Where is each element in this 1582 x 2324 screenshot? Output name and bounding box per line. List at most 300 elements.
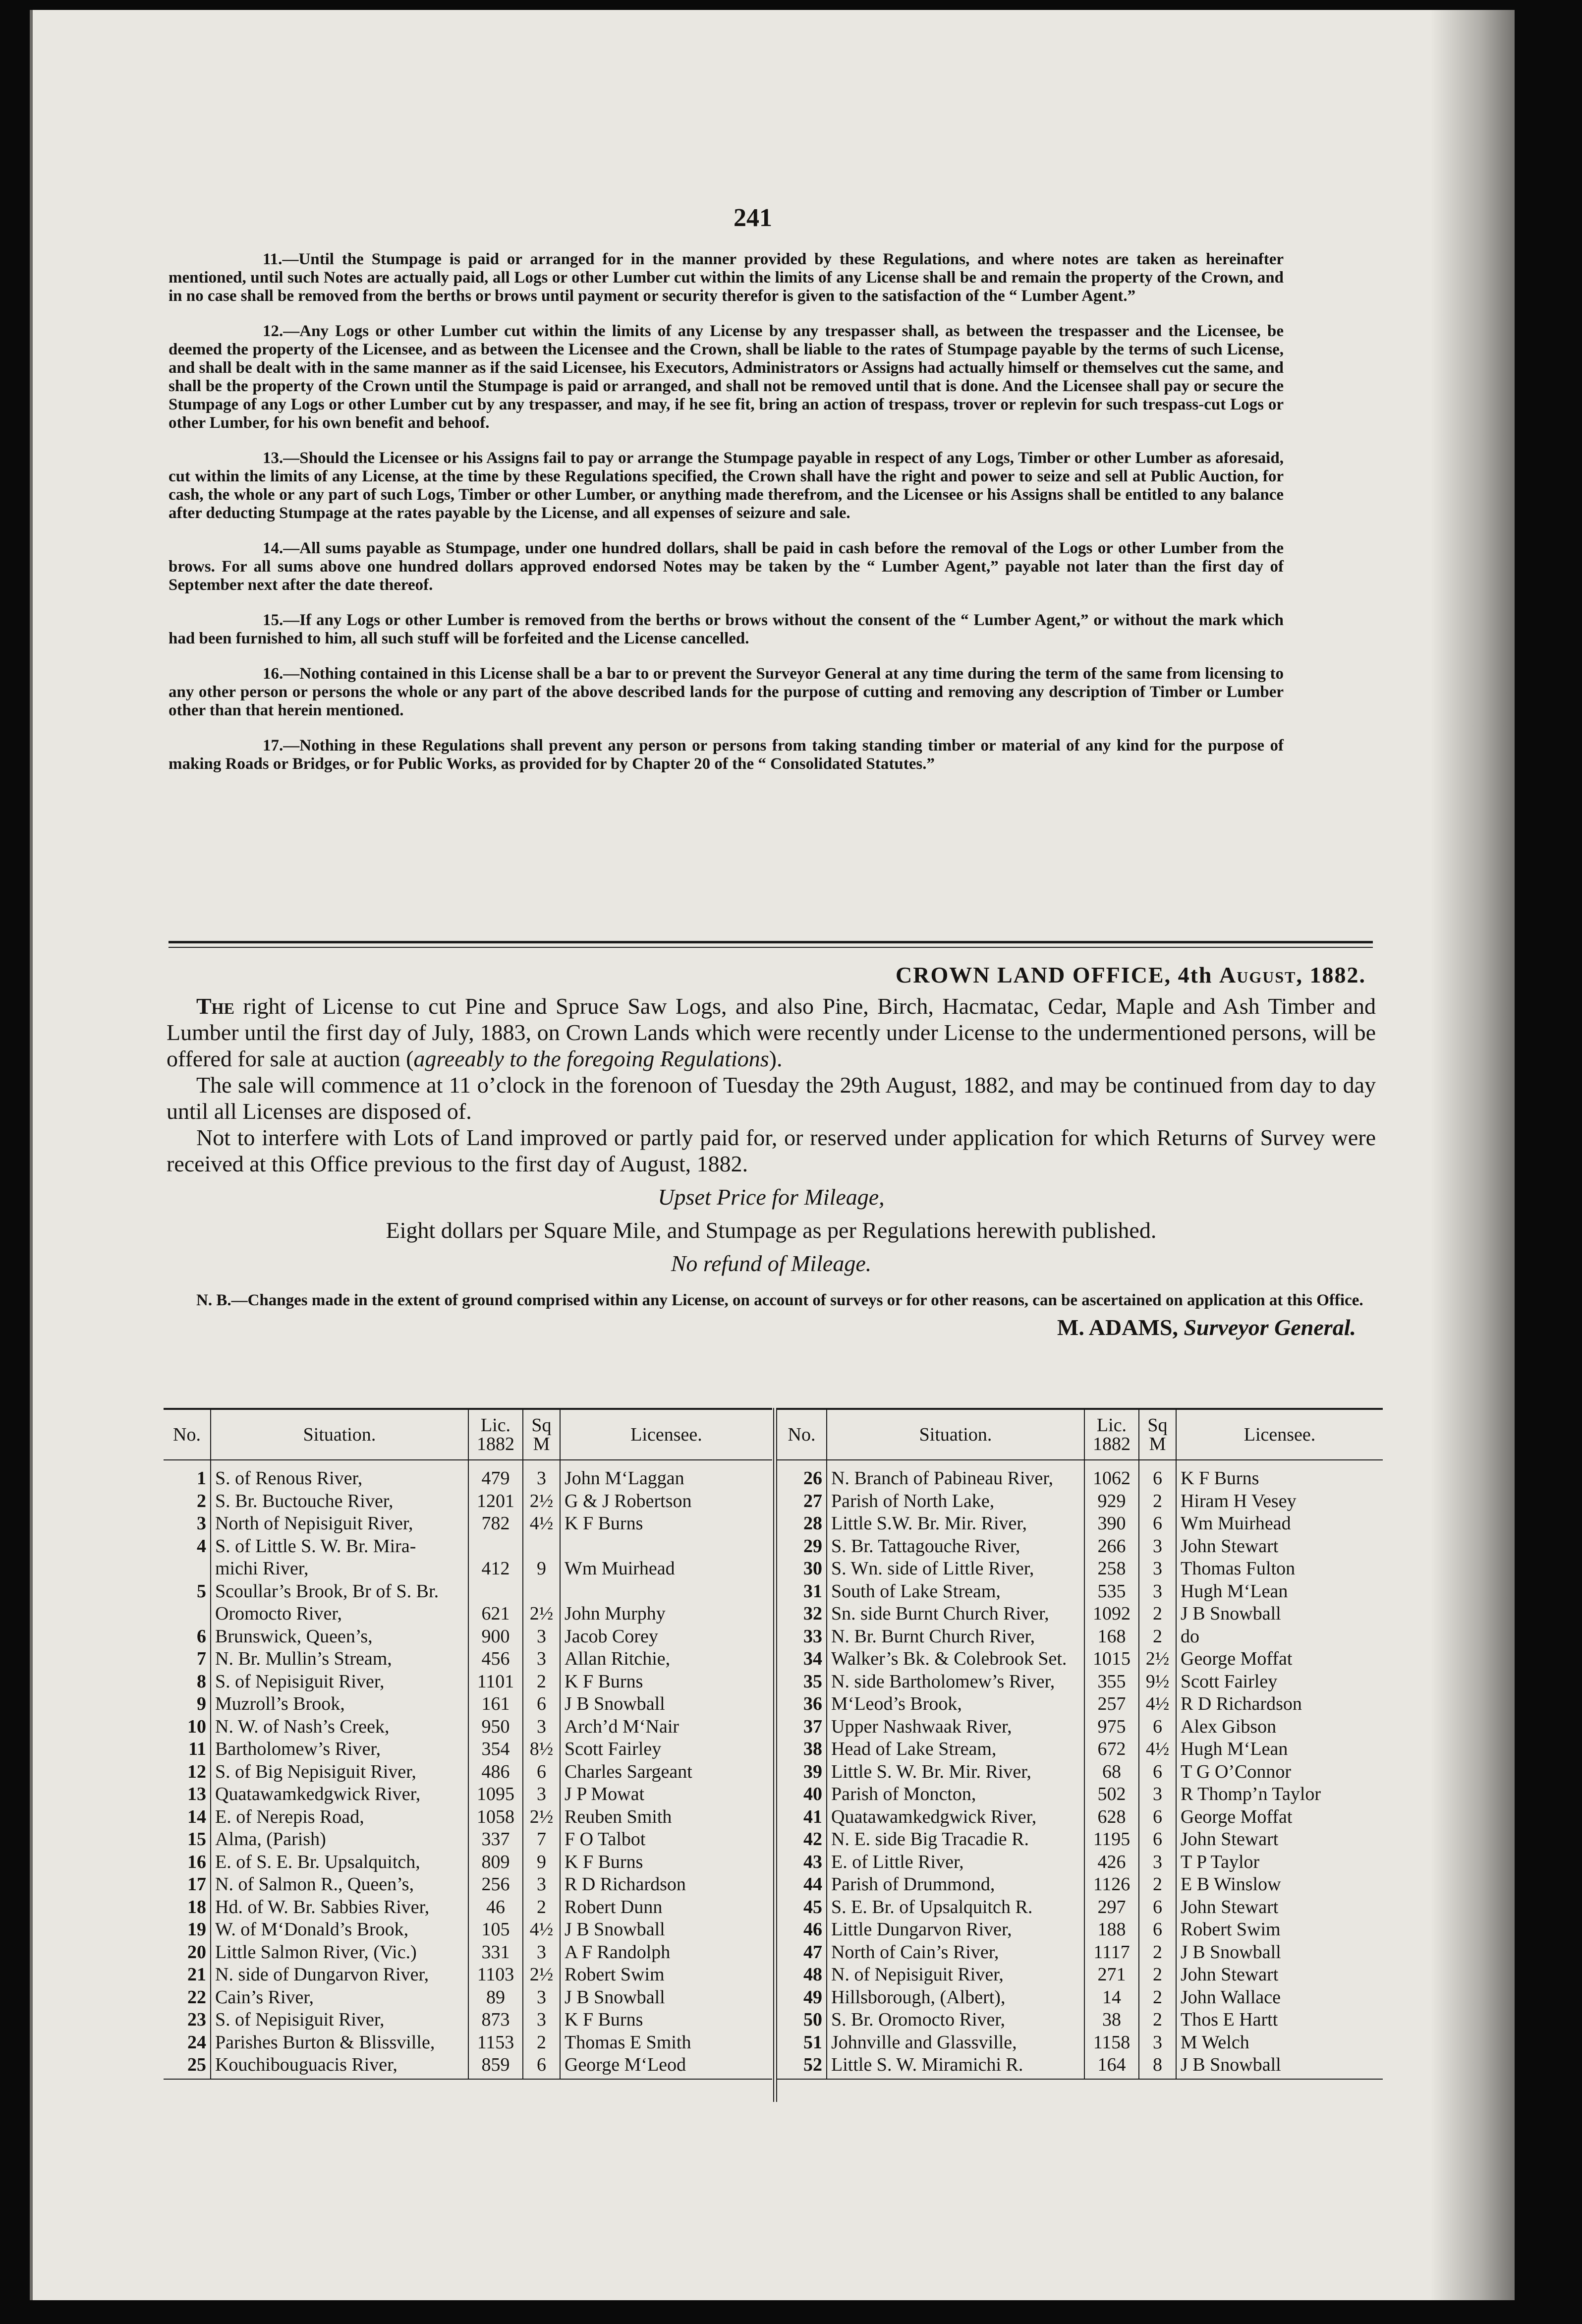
cell-sq: 3 bbox=[523, 1716, 560, 1739]
cell-no: 5 bbox=[197, 1580, 206, 1602]
cell-licensee: T G O’Connor bbox=[1176, 1761, 1383, 1784]
cell-situation: Parish of North Lake, bbox=[827, 1490, 1084, 1513]
cell-no: 49 bbox=[803, 1986, 822, 2008]
cell-sq: 3 bbox=[523, 2009, 560, 2032]
cell-licensee: Thos E Hartt bbox=[1176, 2009, 1383, 2032]
upset-price-heading: Upset Price for Mileage, bbox=[658, 1184, 885, 1210]
table-row bbox=[777, 1918, 1383, 1941]
cell-licensee: Hugh M‘Lean bbox=[1176, 1580, 1383, 1603]
cell-no: 31 bbox=[803, 1580, 822, 1602]
cell-no: 29 bbox=[803, 1535, 822, 1557]
cell-no: 23 bbox=[187, 2009, 206, 2030]
cell-lic: 337 bbox=[468, 1828, 523, 1851]
cell-sq: 2½ bbox=[523, 1806, 560, 1829]
regulation-number: 13. bbox=[263, 449, 283, 467]
cell-no: 7 bbox=[197, 1648, 206, 1669]
cell-no: 10 bbox=[187, 1716, 206, 1737]
cell-lic: 105 bbox=[468, 1918, 523, 1941]
regulation-text: Nothing contained in this License shall be a bar to or prevent the Surveyor General at any time during the term of the same from licensing to any other person or persons the whole or any part of the above described lands for the purpose of cutting and removing any description of Timber or Lumber other than that herein mentioned. bbox=[169, 665, 1284, 719]
cell-sq: 6 bbox=[523, 1693, 560, 1716]
cell-situation: Head of Lake Stream, bbox=[827, 1738, 1084, 1761]
cell-licensee: G & J Robertson bbox=[560, 1490, 772, 1513]
cell-lic: 782 bbox=[468, 1512, 523, 1535]
cell-lic: 975 bbox=[1084, 1716, 1139, 1739]
cell-no: 14 bbox=[187, 1806, 206, 1827]
cell-lic: 266 bbox=[1084, 1535, 1139, 1558]
cell-situation: Little Salmon River, (Vic.) bbox=[211, 1941, 468, 1964]
regulation-11: 11.—Until the Stumpage is paid or arranged for in the manner provided by these Regulations, and where notes are taken as hereinafter mentioned, until such Notes are actually paid, all Logs or other Lumber cut within the limits of any License shall be and remain the property of the Crown, and in no case shall be removed from the berths or brows until payment or security therefor is given to the satisfaction of the “ Lumber Agent.” bbox=[169, 250, 1284, 305]
cell-no: 34 bbox=[803, 1648, 822, 1669]
cell-situation: Parish of Moncton, bbox=[827, 1783, 1084, 1806]
cell-licensee: Wm Muirhead bbox=[560, 1558, 772, 1580]
regulation-number: 17. bbox=[263, 737, 283, 755]
cell-licensee: T P Taylor bbox=[1176, 1851, 1383, 1874]
cell-lic: 672 bbox=[1084, 1738, 1139, 1761]
cell-no: 15 bbox=[187, 1829, 206, 1850]
cell-lic: 1153 bbox=[468, 2032, 523, 2054]
cell-no: 46 bbox=[803, 1919, 822, 1940]
cell-sq: 3 bbox=[523, 1941, 560, 1964]
cell-sq: 9 bbox=[523, 1558, 560, 1580]
table-row bbox=[164, 1873, 772, 1896]
cell-sq: 6 bbox=[1139, 1512, 1176, 1535]
table-row bbox=[164, 1603, 772, 1626]
cell-licensee: R Thomp’n Taylor bbox=[1176, 1783, 1383, 1806]
cell-sq: 3 bbox=[1139, 1783, 1176, 1806]
cell-sq: 2 bbox=[1139, 1986, 1176, 2009]
cell-sq: 3 bbox=[523, 1986, 560, 2009]
header-lic: Lic. 1882 bbox=[468, 1409, 523, 1460]
table-row bbox=[777, 2032, 1383, 2054]
table-row bbox=[164, 1512, 772, 1535]
cell-situation: Brunswick, Queen’s, bbox=[211, 1626, 468, 1648]
cell-situation: S. E. Br. of Upsalquitch R. bbox=[827, 1896, 1084, 1919]
cell-sq: 2 bbox=[523, 1671, 560, 1693]
cell-no: 32 bbox=[803, 1603, 822, 1624]
cell-sq: 6 bbox=[1139, 1806, 1176, 1829]
no-refund-line: No refund of Mileage. bbox=[671, 1251, 872, 1276]
cell-no: 35 bbox=[803, 1671, 822, 1692]
cell-sq: 2 bbox=[523, 2032, 560, 2054]
table-row bbox=[777, 1693, 1383, 1716]
table-header-row bbox=[777, 1409, 1383, 1460]
table-row bbox=[164, 1558, 772, 1580]
table-row bbox=[777, 1964, 1383, 1986]
signature bbox=[167, 1314, 1376, 1340]
cell-lic: 859 bbox=[468, 2054, 523, 2079]
cell-situation: S. of Little S. W. Br. Mira- bbox=[211, 1535, 468, 1558]
table-row bbox=[777, 1671, 1383, 1693]
cell-lic: 929 bbox=[1084, 1490, 1139, 1513]
cell-no: 43 bbox=[803, 1851, 822, 1872]
table-row bbox=[777, 1873, 1383, 1896]
cell-situation: Quatawamkedgwick River, bbox=[211, 1783, 468, 1806]
cell-no: 51 bbox=[803, 2032, 822, 2053]
table-row bbox=[164, 1941, 772, 1964]
cell-situation: Little S. W. Br. Mir. River, bbox=[827, 1761, 1084, 1784]
cell-situation: Sn. side Burnt Church River, bbox=[827, 1603, 1084, 1626]
cell-situation: S. Br. Oromocto River, bbox=[827, 2009, 1084, 2032]
office-month: August bbox=[1219, 962, 1297, 988]
cell-lic: 89 bbox=[468, 1986, 523, 2009]
cell-lic: 628 bbox=[1084, 1806, 1139, 1829]
table-row bbox=[777, 1716, 1383, 1739]
cell-no: 36 bbox=[803, 1693, 822, 1714]
cell-lic: 1095 bbox=[468, 1783, 523, 1806]
cell-sq: 6 bbox=[1139, 1828, 1176, 1851]
cell-situation: Walker’s Bk. & Colebrook Set. bbox=[827, 1648, 1084, 1671]
cell-licensee: Wm Muirhead bbox=[1176, 1512, 1383, 1535]
cell-situation: E. of Little River, bbox=[827, 1851, 1084, 1874]
table-row bbox=[777, 1512, 1383, 1535]
cell-no: 2 bbox=[197, 1490, 206, 1511]
cell-lic: 14 bbox=[1084, 1986, 1139, 2009]
cell-lic: 412 bbox=[468, 1558, 523, 1580]
cell-situation: N. side Bartholomew’s River, bbox=[827, 1671, 1084, 1693]
cell-lic: 168 bbox=[1084, 1626, 1139, 1648]
cell-licensee: Robert Swim bbox=[560, 1964, 772, 1986]
cell-sq: 8 bbox=[1139, 2054, 1176, 2079]
cell-lic: 486 bbox=[468, 1761, 523, 1784]
cell-licensee: George Moffat bbox=[1176, 1648, 1383, 1671]
cell-lic: 390 bbox=[1084, 1512, 1139, 1535]
cell-lic: 479 bbox=[468, 1460, 523, 1490]
cell-situation: S. Wn. side of Little River, bbox=[827, 1558, 1084, 1580]
cell-sq: 9½ bbox=[1139, 1671, 1176, 1693]
cell-no: 21 bbox=[187, 1964, 206, 1985]
table-row bbox=[164, 1580, 772, 1603]
cell-no: 16 bbox=[187, 1851, 206, 1872]
table-row bbox=[777, 1603, 1383, 1626]
cell-lic: 950 bbox=[468, 1716, 523, 1739]
cell-situation: E. of S. E. Br. Upsalquitch, bbox=[211, 1851, 468, 1874]
table-row bbox=[777, 2009, 1383, 2032]
header-licensee: Licensee. bbox=[560, 1409, 772, 1460]
notice-paragraph-1 bbox=[167, 993, 1376, 1072]
cell-sq: 3 bbox=[523, 1873, 560, 1896]
para1-first-word: The bbox=[196, 993, 234, 1019]
notice-paragraph-3: Not to interfere with Lots of Land improved or partly paid for, or reserved under application for which Returns of Survey were received at this Office previous to the first day of August, 1882. bbox=[167, 1125, 1376, 1176]
cell-lic: 621 bbox=[468, 1603, 523, 1626]
table-row bbox=[777, 1851, 1383, 1874]
cell-lic: 900 bbox=[468, 1626, 523, 1648]
cell-no: 6 bbox=[197, 1626, 206, 1647]
cell-sq: 6 bbox=[1139, 1716, 1176, 1739]
cell-situation: N. side of Dungarvon River, bbox=[211, 1964, 468, 1986]
cell-licensee: Thomas Fulton bbox=[1176, 1558, 1383, 1580]
cell-lic: 456 bbox=[468, 1648, 523, 1671]
cell-sq: 3 bbox=[523, 1648, 560, 1671]
table-row bbox=[164, 1460, 772, 1490]
cell-licensee: Thomas E Smith bbox=[560, 2032, 772, 2054]
cell-licensee: E B Winslow bbox=[1176, 1873, 1383, 1896]
auction-notice bbox=[167, 962, 1376, 1340]
cell-sq: 3 bbox=[1139, 1580, 1176, 1603]
cell-lic: 188 bbox=[1084, 1918, 1139, 1941]
cell-situation: South of Lake Stream, bbox=[827, 1580, 1084, 1603]
cell-situation: Quatawamkedgwick River, bbox=[827, 1806, 1084, 1829]
header-sq: Sq M bbox=[1139, 1409, 1176, 1460]
cell-licensee: John Stewart bbox=[1176, 1535, 1383, 1558]
cell-no: 24 bbox=[187, 2032, 206, 2053]
cell-lic: 46 bbox=[468, 1896, 523, 1919]
cell-sq: 2½ bbox=[523, 1964, 560, 1986]
cell-no: 25 bbox=[164, 2054, 211, 2079]
table-row bbox=[164, 1535, 772, 1558]
cell-situation: Muzroll’s Brook, bbox=[211, 1693, 468, 1716]
header-lic: Lic. 1882 bbox=[1084, 1409, 1139, 1460]
signature-title: Surveyor General. bbox=[1184, 1315, 1356, 1340]
cell-licensee: K F Burns bbox=[560, 1512, 772, 1535]
page-number: 241 bbox=[734, 204, 772, 232]
price-line: Eight dollars per Square Mile, and Stumpage as per Regulations herewith published. bbox=[386, 1218, 1157, 1243]
section-rule-thin bbox=[169, 947, 1373, 948]
cell-situation: Johnville and Glassville, bbox=[827, 2032, 1084, 2054]
regulation-16: 16.—Nothing contained in this License shall be a bar to or prevent the Surveyor General at any time during the term of the same from licensing to any other person or persons the whole or any part of the above described lands for the purpose of cutting and removing any description of Timber or Lumber other than that herein mentioned. bbox=[169, 665, 1284, 719]
cell-situation: N. W. of Nash’s Creek, bbox=[211, 1716, 468, 1739]
cell-no: 4 bbox=[197, 1535, 206, 1557]
header-no: No. bbox=[164, 1409, 211, 1460]
table-row bbox=[777, 1941, 1383, 1964]
cell-licensee: J B Snowball bbox=[560, 1918, 772, 1941]
regulation-number: 12. bbox=[263, 322, 283, 340]
cell-sq bbox=[523, 1535, 560, 1558]
cell-lic: 1101 bbox=[468, 1671, 523, 1693]
cell-sq: 2 bbox=[1139, 2009, 1176, 2032]
cell-no: 26 bbox=[803, 1468, 822, 1489]
cell-no: 52 bbox=[777, 2054, 827, 2079]
cell-lic bbox=[468, 1580, 523, 1603]
table-row bbox=[777, 1761, 1383, 1784]
nb-note: N. B.—Changes made in the extent of ground comprised within any License, on account of surveys or for other reasons, can be ascertained on application at this Office. bbox=[196, 1291, 1363, 1309]
cell-lic: 1117 bbox=[1084, 1941, 1139, 1964]
cell-no: 11 bbox=[188, 1739, 206, 1759]
cell-situation: N. of Nepisiguit River, bbox=[827, 1964, 1084, 1986]
cell-lic: 873 bbox=[468, 2009, 523, 2032]
cell-licensee: A F Randolph bbox=[560, 1941, 772, 1964]
table-row bbox=[164, 1783, 772, 1806]
cell-lic: 1126 bbox=[1084, 1873, 1139, 1896]
cell-sq: 6 bbox=[1139, 1896, 1176, 1919]
cell-situation: S. of Nepisiguit River, bbox=[211, 1671, 468, 1693]
table-row bbox=[164, 1716, 772, 1739]
cell-licensee: John M‘Laggan bbox=[560, 1460, 772, 1490]
cell-licensee: Charles Sargeant bbox=[560, 1761, 772, 1784]
cell-situation: N. E. side Big Tracadie R. bbox=[827, 1828, 1084, 1851]
regulation-number: 15. bbox=[263, 611, 283, 629]
cell-situation: Bartholomew’s River, bbox=[211, 1738, 468, 1761]
table-row bbox=[164, 2054, 772, 2079]
cell-no: 1 bbox=[197, 1468, 206, 1489]
cell-lic: 256 bbox=[468, 1873, 523, 1896]
regulation-13: 13.—Should the Licensee or his Assigns fail to pay or arrange the Stumpage payable in respect of any Logs, Timber or other Lumber as aforesaid, cut within the limits of any License, at the time by these Regulations specified, the Crown shall have the right and power to seize and sell at Public Auction, for cash, the whole or any part of such Logs, Timber or other Lumber, or anything made therefrom, and the Licensee or his Assigns shall be entitled to any balance after deducting Stumpage at the rates payable by the License, and all expenses of seizure and sale. bbox=[169, 449, 1284, 522]
header-licensee: Licensee. bbox=[1176, 1409, 1383, 1460]
cell-lic: 161 bbox=[468, 1693, 523, 1716]
cell-sq: 3 bbox=[523, 1460, 560, 1490]
cell-licensee: Hugh M‘Lean bbox=[1176, 1738, 1383, 1761]
regulation-17: 17.—Nothing in these Regulations shall prevent any person or persons from taking standing timber or material of any kind for the purpose of making Roads or Bridges, or for Public Works, as provided for by Chapter 20 of the “ Consolidated Statutes.” bbox=[169, 737, 1284, 773]
cell-no: 30 bbox=[803, 1558, 822, 1579]
cell-situation: Kouchibouguacis River, bbox=[211, 2054, 468, 2079]
cell-licensee: George M‘Leod bbox=[560, 2054, 772, 2079]
cell-sq: 6 bbox=[523, 1761, 560, 1784]
cell-lic: 1158 bbox=[1084, 2032, 1139, 2054]
cell-licensee: J B Snowball bbox=[1176, 1603, 1383, 1626]
cell-lic: 1195 bbox=[1084, 1828, 1139, 1851]
cell-no: 20 bbox=[187, 1941, 206, 1963]
cell-lic: 354 bbox=[468, 1738, 523, 1761]
cell-sq: 4½ bbox=[523, 1512, 560, 1535]
regulation-number: 16. bbox=[263, 665, 283, 683]
cell-sq: 3 bbox=[1139, 1851, 1176, 1874]
license-table-left bbox=[164, 1408, 772, 2080]
cell-licensee: John Murphy bbox=[560, 1603, 772, 1626]
cell-no: 47 bbox=[803, 1941, 822, 1963]
cell-sq: 2 bbox=[1139, 1873, 1176, 1896]
cell-licensee bbox=[560, 1535, 772, 1558]
cell-licensee: J B Snowball bbox=[560, 1986, 772, 2009]
para1-rest: right of License to cut Pine and Spruce Saw Logs, and also Pine, Birch, Hacmatac, Cedar, Maple and Ash Timber and Lumber until the first day of July, 1883, on Crown Lands which were recently under License to the undermentioned persons, will be offered for sale at auction ( bbox=[167, 993, 1376, 1071]
cell-sq: 2½ bbox=[523, 1490, 560, 1513]
section-rule-thick bbox=[169, 941, 1373, 943]
cell-lic: 257 bbox=[1084, 1693, 1139, 1716]
cell-situation: Parish of Drummond, bbox=[827, 1873, 1084, 1896]
office-dateline bbox=[167, 962, 1376, 988]
cell-lic: 271 bbox=[1084, 1964, 1139, 1986]
cell-licensee: K F Burns bbox=[560, 2009, 772, 2032]
cell-lic: 502 bbox=[1084, 1783, 1139, 1806]
table-center-divider bbox=[773, 1408, 777, 2102]
cell-licensee: K F Burns bbox=[560, 1671, 772, 1693]
cell-lic: 258 bbox=[1084, 1558, 1139, 1580]
table-row bbox=[777, 1580, 1383, 1603]
cell-sq: 9 bbox=[523, 1851, 560, 1874]
cell-lic: 1103 bbox=[468, 1964, 523, 1986]
cell-no: 19 bbox=[187, 1919, 206, 1940]
cell-sq: 3 bbox=[523, 1783, 560, 1806]
table-row bbox=[164, 1828, 772, 1851]
cell-lic: 426 bbox=[1084, 1851, 1139, 1874]
cell-lic: 1062 bbox=[1084, 1460, 1139, 1490]
regulation-14: 14.—All sums payable as Stumpage, under one hundred dollars, shall be paid in cash before the removal of the Logs or other Lumber from the brows. For all sums above one hundred dollars approved endorsed Notes may be taken by the “ Lumber Agent,” payable not later than the first day of September next after the date thereof. bbox=[169, 539, 1284, 594]
regulation-text: Any Logs or other Lumber cut within the limits of any License by any trespasser shall, as between the trespasser and the Licensee, be deemed the property of the Licensee, and as between the Licensee and the Crown, shall be liable to the rates of Stumpage payable by the terms of such License, and shall be dealt with in the same manner as if the said Licensee, his Executors, Administrators or Assigns had actually himself or themselves cut the same, and shall be the property of the Crown until the Stumpage is paid or arranged, and shall not be removed until that is done. And the Licensee shall pay or secure the Stumpage of any Logs or other Lumber cut by any trespasser, and may, if he see fit, bring an action of trespass, trover or replevin for such trespass-cut Logs or other Lumber, for his own benefit and behoof. bbox=[169, 322, 1284, 432]
cell-situation: Little S.W. Br. Mir. River, bbox=[827, 1512, 1084, 1535]
regulation-text: Until the Stumpage is paid or arranged for in the manner provided by these Regulations, and where notes are taken as hereinafter mentioned, until such Notes are actually paid, all Logs or other Lumber cut within the limits of any License shall be and remain the property of the Crown, and in no case shall be removed from the berths or brows until payment or security therefor is given to the satisfaction of the “ Lumber Agent.” bbox=[169, 250, 1284, 305]
cell-no: 9 bbox=[197, 1693, 206, 1714]
cell-no: 42 bbox=[803, 1829, 822, 1850]
cell-lic: 355 bbox=[1084, 1671, 1139, 1693]
cell-sq: 6 bbox=[1139, 1761, 1176, 1784]
cell-licensee: John Stewart bbox=[1176, 1828, 1383, 1851]
cell-situation: Alma, (Parish) bbox=[211, 1828, 468, 1851]
cell-sq: 3 bbox=[523, 1626, 560, 1648]
cell-sq: 2 bbox=[1139, 1603, 1176, 1626]
cell-licensee: J B Snowball bbox=[1176, 1941, 1383, 1964]
regulations-list bbox=[169, 250, 1284, 773]
table-row bbox=[777, 1460, 1383, 1490]
cell-situation: Little Dungarvon River, bbox=[827, 1918, 1084, 1941]
regulation-text: Should the Licensee or his Assigns fail to pay or arrange the Stumpage payable in respect of any Logs, Timber or other Lumber as aforesaid, cut within the limits of any License, at the time by these Regulations specified, the Crown shall have the right and power to seize and sell at Public Auction, for cash, the whole or any part of such Logs, Timber or other Lumber, or anything made therefrom, and the Licensee or his Assigns shall be entitled to any balance after deducting Stumpage at the rates payable by the License, and all expenses of seizure and sale. bbox=[169, 449, 1284, 522]
cell-no: 38 bbox=[803, 1739, 822, 1759]
regulation-15: 15.—If any Logs or other Lumber is removed from the berths or brows without the consent of the “ Lumber Agent,” or without the mark which had been furnished to him, all such stuff will be forfeited and the License cancelled. bbox=[169, 611, 1284, 647]
table-row bbox=[164, 1851, 772, 1874]
signature-name: M. ADAMS, bbox=[1057, 1315, 1184, 1340]
cell-situation: S. of Nepisiguit River, bbox=[211, 2009, 468, 2032]
para1-italic: agreeably to the foregoing Regulations bbox=[413, 1046, 769, 1071]
cell-licensee: Jacob Corey bbox=[560, 1626, 772, 1648]
cell-situation: W. of M‘Donald’s Brook, bbox=[211, 1918, 468, 1941]
cell-licensee: Alex Gibson bbox=[1176, 1716, 1383, 1739]
cell-no: 33 bbox=[803, 1626, 822, 1647]
cell-sq: 6 bbox=[523, 2054, 560, 2079]
cell-no: 40 bbox=[803, 1784, 822, 1804]
cell-licensee: Reuben Smith bbox=[560, 1806, 772, 1829]
cell-situation: Upper Nashwaak River, bbox=[827, 1716, 1084, 1739]
cell-sq: 4½ bbox=[523, 1918, 560, 1941]
cell-lic bbox=[468, 1535, 523, 1558]
cell-situation: michi River, bbox=[211, 1558, 468, 1580]
cell-lic: 1015 bbox=[1084, 1648, 1139, 1671]
cell-sq: 7 bbox=[523, 1828, 560, 1851]
cell-no: 27 bbox=[803, 1490, 822, 1511]
regulation-text: If any Logs or other Lumber is removed from the berths or brows without the consent of the “ Lumber Agent,” or without the mark which had been furnished to him, all such stuff will be forfeited and the License cancelled. bbox=[169, 611, 1284, 647]
cell-sq: 2 bbox=[1139, 1626, 1176, 1648]
cell-sq: 2 bbox=[523, 1896, 560, 1919]
cell-situation: E. of Nerepis Road, bbox=[211, 1806, 468, 1829]
cell-sq: 8½ bbox=[523, 1738, 560, 1761]
cell-licensee: K F Burns bbox=[560, 1851, 772, 1874]
cell-situation: M‘Leod’s Brook, bbox=[827, 1693, 1084, 1716]
cell-licensee: J B Snowball bbox=[1176, 2054, 1383, 2079]
cell-lic: 809 bbox=[468, 1851, 523, 1874]
table-row bbox=[164, 1671, 772, 1693]
cell-licensee: M Welch bbox=[1176, 2032, 1383, 2054]
cell-licensee bbox=[560, 1580, 772, 1603]
cell-no: 50 bbox=[803, 2009, 822, 2030]
table-row bbox=[777, 1783, 1383, 1806]
cell-licensee: Robert Swim bbox=[1176, 1918, 1383, 1941]
scan-edge-shadow bbox=[1430, 10, 1515, 2300]
cell-no: 18 bbox=[187, 1896, 206, 1917]
cell-situation: S. of Big Nepisiguit River, bbox=[211, 1761, 468, 1784]
cell-no: 39 bbox=[803, 1761, 822, 1782]
table-row bbox=[777, 1490, 1383, 1513]
cell-situation: N. Branch of Pabineau River, bbox=[827, 1460, 1084, 1490]
cell-sq: 4½ bbox=[1139, 1693, 1176, 1716]
table-row bbox=[164, 1896, 772, 1919]
cell-sq: 2 bbox=[1139, 1490, 1176, 1513]
cell-licensee: Scott Fairley bbox=[560, 1738, 772, 1761]
cell-sq: 2½ bbox=[1139, 1648, 1176, 1671]
table-row bbox=[777, 1896, 1383, 1919]
cell-licensee: K F Burns bbox=[1176, 1460, 1383, 1490]
cell-licensee: Arch’d M‘Nair bbox=[560, 1716, 772, 1739]
cell-no: 41 bbox=[803, 1806, 822, 1827]
table-row bbox=[164, 1626, 772, 1648]
cell-licensee: J P Mowat bbox=[560, 1783, 772, 1806]
table-row bbox=[777, 1806, 1383, 1829]
cell-lic: 535 bbox=[1084, 1580, 1139, 1603]
cell-sq: 6 bbox=[1139, 1918, 1176, 1941]
regulation-number: 14. bbox=[263, 539, 283, 557]
table-row bbox=[777, 1558, 1383, 1580]
table-row bbox=[164, 1693, 772, 1716]
cell-no: 22 bbox=[187, 1986, 206, 2008]
office-year: , 1882. bbox=[1296, 962, 1366, 988]
cell-licensee: do bbox=[1176, 1626, 1383, 1648]
cell-licensee: Robert Dunn bbox=[560, 1896, 772, 1919]
cell-licensee: John Stewart bbox=[1176, 1964, 1383, 1986]
